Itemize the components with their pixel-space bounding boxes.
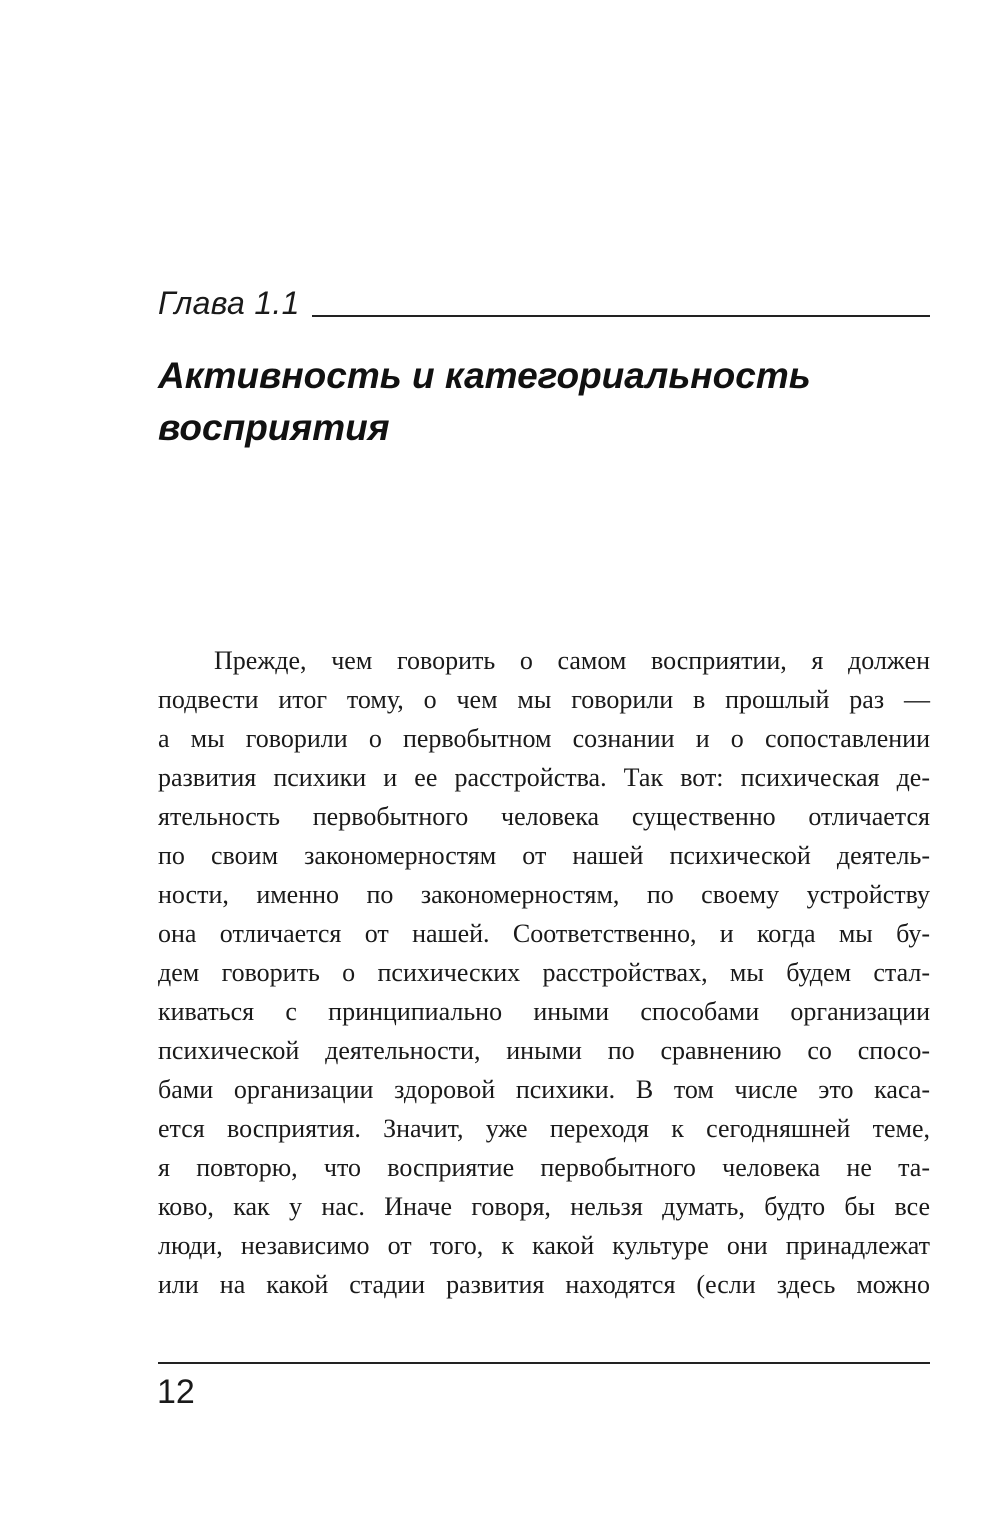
page-number: 12 bbox=[157, 1373, 195, 1411]
body-line: киваться с принципиально иными способами организации bbox=[158, 997, 930, 1026]
body-line: подвести итог тому, о чем мы говорили в прошлый раз — bbox=[158, 685, 930, 714]
chapter-label: Глава 1.1 bbox=[158, 285, 300, 321]
body-line: люди, независимо от того, к какой культуре они принадлежат bbox=[158, 1231, 930, 1260]
footer-rule bbox=[158, 1362, 930, 1364]
body-line: ности, именно по закономерностям, по своему устройству bbox=[158, 880, 930, 909]
body-line: ятельность первобытного человека существенно отличается bbox=[158, 802, 930, 831]
chapter-header bbox=[158, 283, 930, 323]
body-line: или на какой стадии развития находятся (если здесь можно bbox=[158, 1270, 930, 1299]
body-line: она отличается от нашей. Соответственно, и когда мы бу- bbox=[158, 919, 930, 948]
body-line: ково, как у нас. Иначе говоря, нельзя думать, будто бы все bbox=[158, 1192, 930, 1221]
body-line: а мы говорили о первобытном сознании и о сопоставлении bbox=[158, 724, 930, 753]
body-line: психической деятельности, иными по сравнению со спосо- bbox=[158, 1036, 930, 1065]
chapter-title-line: восприятия bbox=[158, 407, 390, 448]
chapter-rule bbox=[312, 315, 930, 317]
body-line: я повторю, что восприятие первобытного человека не та- bbox=[158, 1153, 930, 1182]
body-paragraph bbox=[158, 641, 930, 1304]
chapter-title bbox=[158, 350, 930, 454]
body-line: бами организации здоровой психики. В том числе это каса- bbox=[158, 1075, 930, 1104]
body-line: развития психики и ее расстройства. Так вот: психическая де- bbox=[158, 763, 930, 792]
body-line: дем говорить о психических расстройствах, мы будем стал- bbox=[158, 958, 930, 987]
body-line: по своим закономерностям от нашей психической деятель- bbox=[158, 841, 930, 870]
body-line: Прежде, чем говорить о самом восприятии, я должен bbox=[214, 646, 930, 675]
body-line: ется восприятия. Значит, уже переходя к сегодняшней теме, bbox=[158, 1114, 930, 1143]
chapter-title-line: Активность и категориальность bbox=[158, 355, 811, 396]
